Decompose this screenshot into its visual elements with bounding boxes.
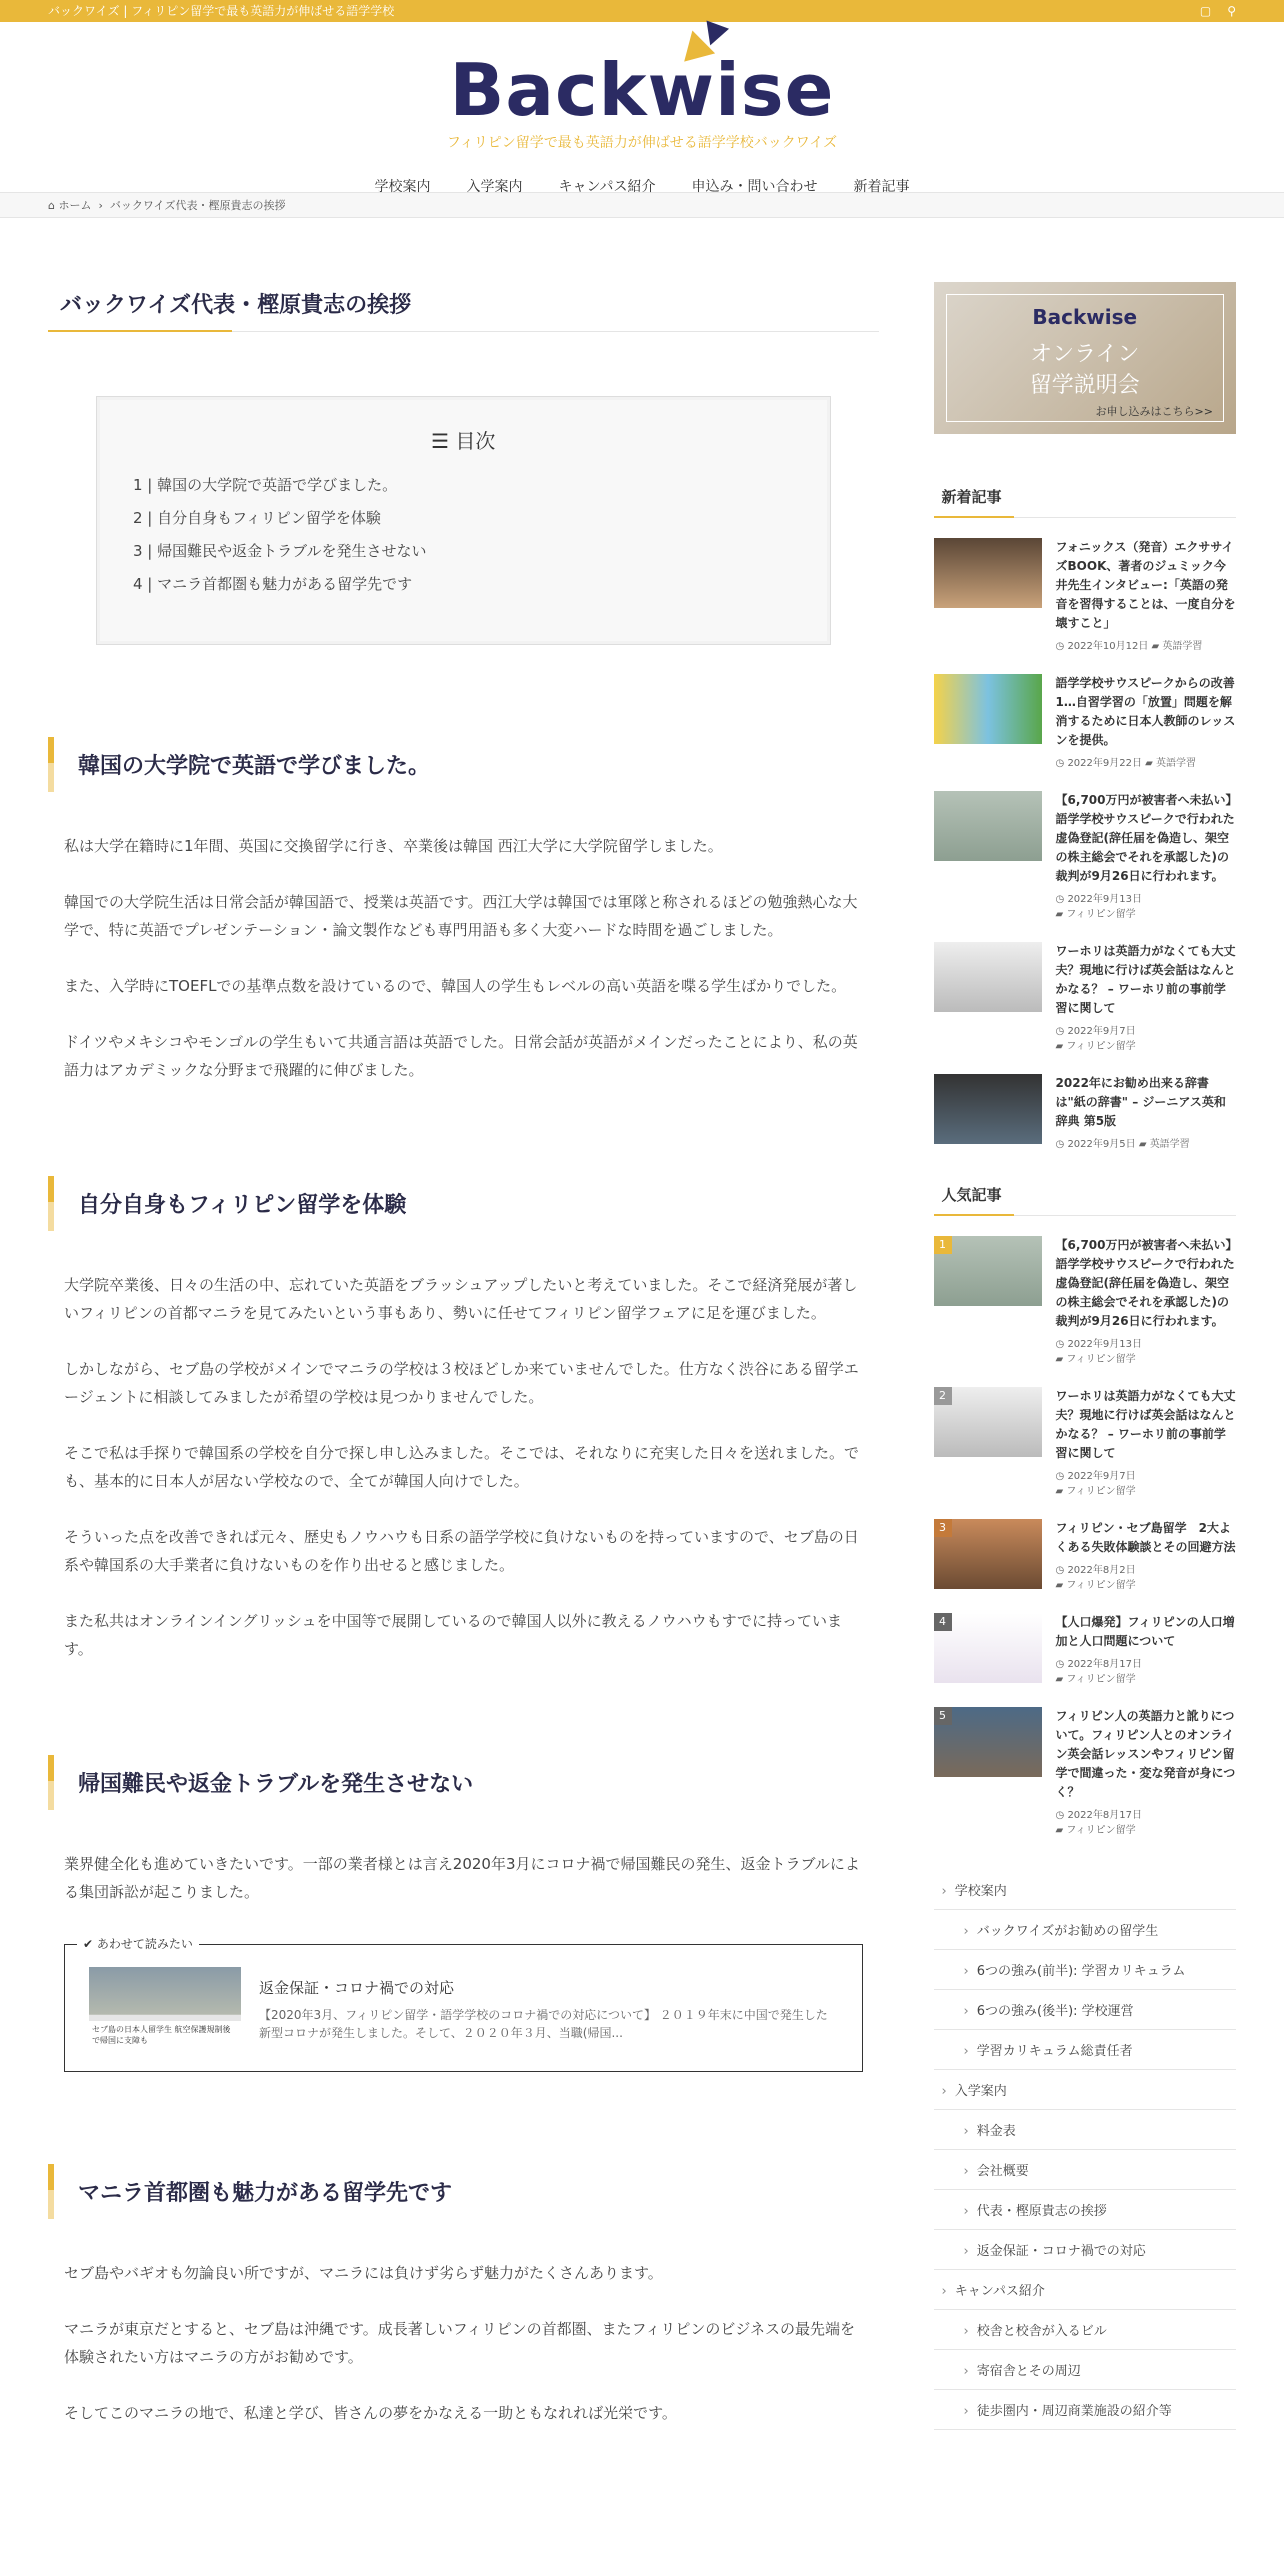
menu-label: 会社概要	[976, 2164, 1029, 2179]
nav-news[interactable]: 新着記事	[853, 179, 910, 195]
rank-badge: 5	[934, 1707, 952, 1725]
table-of-contents	[96, 396, 831, 645]
menu-subitem[interactable]	[934, 1910, 1236, 1950]
menu-label: 校舎と校舎が入るビル	[976, 2324, 1107, 2339]
rank-badge: 1	[934, 1236, 952, 1254]
menu-item[interactable]	[934, 2070, 1236, 2110]
chevron-right-icon: ›	[963, 2204, 969, 2219]
rss-icon[interactable]: ▢	[1199, 4, 1212, 18]
menu-label: 料金表	[976, 2124, 1016, 2139]
sidebar-menu	[934, 1870, 1236, 2430]
menu-subitem[interactable]	[934, 1990, 1236, 2030]
clock-icon: ◷	[1055, 758, 1068, 769]
site-tagline: フィリピン留学で最も英語力が伸ばせる語学学校バックワイズ	[446, 135, 838, 151]
post-item[interactable]	[934, 1387, 1236, 1497]
post-date: 2022年10月12日	[1067, 641, 1149, 652]
chevron-right-icon: ›	[963, 2244, 969, 2259]
menu-subitem[interactable]	[934, 2390, 1236, 2430]
nav-campus[interactable]: キャンパス紹介	[558, 179, 656, 195]
toc-item[interactable]: 2 | 自分自身もフィリピン留学を体験	[133, 509, 381, 527]
post-category[interactable]: フィリピン留学	[1066, 1041, 1136, 1052]
home-icon: ⌂	[48, 199, 55, 212]
paragraph: そういった点を改善できれば元々、歴史もノウハウも日系の語学学校に負けないものを持っていますので、セブ島の日系や韓国系の大手業者に負けないものを作り出せると感じました。	[64, 1528, 859, 1574]
post-category[interactable]: フィリピン留学	[1066, 1354, 1136, 1365]
paragraph: 大学院卒業後、日々の生活の中、忘れていた英語をブラッシュアップしたいと考えていました。そこで経済発展が著しいフィリピンの首都マニラを見てみたいという事もあり、勢いに任せてフィリピン留学フェアに足を運びました。	[64, 1276, 858, 1322]
section-heading: 自分自身もフィリピン留学を体験	[48, 1176, 879, 1231]
post-category[interactable]: 英語学習	[1149, 1139, 1190, 1150]
breadcrumb-current: バックワイズ代表・樫原貴志の挨拶	[109, 199, 286, 212]
paragraph: 業界健全化も進めていきたいです。一部の業者様とは言え2020年3月にコロナ禍で帰国難民の発生、返金トラブルによる集団訴訟が起こりました。	[64, 1855, 860, 1901]
chevron-right-icon: ›	[941, 1884, 947, 1899]
new-posts-list	[934, 538, 1236, 1150]
popular-posts-list	[934, 1236, 1236, 1836]
menu-subitem[interactable]	[934, 2150, 1236, 2190]
menu-label: 徒歩圏内・周辺商業施設の紹介等	[976, 2404, 1172, 2419]
post-item[interactable]	[934, 1519, 1236, 1591]
menu-item[interactable]	[934, 2270, 1236, 2310]
menu-label: 6つの強み(後半): 学校運営	[976, 2004, 1134, 2019]
post-item[interactable]	[934, 791, 1236, 920]
site-header	[0, 22, 1284, 195]
post-category[interactable]: フィリピン留学	[1066, 1580, 1136, 1591]
clock-icon: ◷	[1055, 1659, 1068, 1670]
list-icon: ☰	[431, 429, 456, 453]
menu-label: 返金保証・コロナ禍での対応	[976, 2244, 1146, 2259]
paragraph: ドイツやメキシコやモンゴルの学生もいて共通言語は英語でした。日常会話が英語がメインだったことにより、私の英語力はアカデミックな分野まで飛躍的に伸びました。	[64, 1033, 858, 1079]
post-thumbnail[interactable]	[934, 1236, 1042, 1306]
menu-subitem[interactable]	[934, 2110, 1236, 2150]
post-item[interactable]	[934, 674, 1236, 769]
menu-label: 学習カリキュラム総責任者	[976, 2044, 1133, 2059]
folder-icon: ▰	[1055, 909, 1067, 920]
banner-cta[interactable]: お申し込みはこちら>>	[1095, 405, 1213, 418]
toc-item[interactable]: 3 | 帰国難民や返金トラブルを発生させない	[133, 542, 427, 560]
menu-subitem[interactable]	[934, 2190, 1236, 2230]
menu-label: 6つの強み(前半): 学習カリキュラム	[976, 1964, 1186, 1979]
post-category[interactable]: フィリピン留学	[1066, 1674, 1136, 1685]
rank-badge: 3	[934, 1519, 952, 1537]
breadcrumb-home[interactable]: ホーム	[58, 199, 92, 212]
site-description: バックワイズ | フィリピン留学で最も英語力が伸ばせる語学学校	[48, 4, 395, 18]
menu-subitem[interactable]	[934, 2230, 1236, 2270]
chevron-right-icon: ›	[963, 2004, 969, 2019]
site-logo[interactable]	[450, 50, 835, 130]
page-title: バックワイズ代表・樫原貴志の挨拶	[48, 282, 879, 332]
post-thumbnail[interactable]	[934, 674, 1042, 744]
post-item[interactable]	[934, 1074, 1236, 1150]
main-content	[48, 282, 879, 2430]
post-title[interactable]: 【6,700万円が被害者へ未払い】語学学校サウスピークで行われた虚偽登記(辞任届を偽造し、架空の株主総会でそれを承認した)の裁判が9月26日に行われます。	[1055, 1238, 1235, 1328]
menu-subitem[interactable]	[934, 2030, 1236, 2070]
toc-item[interactable]: 4 | マニラ首都圏も魅力がある留学先です	[133, 575, 413, 593]
paragraph: また私共はオンラインイングリッシュを中国等で展開しているので韓国人以外に教えるノウハウもすでに持っています。	[64, 1612, 843, 1658]
post-date: 2022年9月7日	[1067, 1471, 1136, 1482]
post-date: 2022年8月17日	[1067, 1659, 1142, 1670]
chevron-right-icon: ›	[941, 2284, 947, 2299]
paragraph: しかしながら、セブ島の学校がメインでマニラの学校は３校ほどしか来ていませんでした。仕方なく渋谷にある留学エージェントに相談してみましたが希望の学校は見つかりませんでした。	[64, 1360, 859, 1406]
paragraph: セブ島やバギオも勿論良い所ですが、マニラには負けず劣らず魅力がたくさんあります。	[64, 2264, 663, 2282]
nav-admission[interactable]: 入学案内	[466, 179, 523, 195]
banner-logo: Backwise	[1032, 305, 1138, 329]
logo-text: Backwise	[449, 48, 835, 132]
post-date: 2022年8月2日	[1067, 1565, 1136, 1576]
online-seminar-banner[interactable]	[934, 282, 1236, 434]
clock-icon: ◷	[1055, 1810, 1068, 1821]
post-title[interactable]: フィリピン・セブ島留学 2大よくある失敗体験談とその回避方法	[1055, 1521, 1236, 1554]
nav-contact[interactable]: 申込み・問い合わせ	[691, 179, 818, 195]
post-category[interactable]: 英語学習	[1162, 641, 1203, 652]
post-title[interactable]: 【人口爆発】フィリピンの人口増加と人口問題について	[1055, 1615, 1235, 1648]
post-title[interactable]: フォニックス（発音）エクササイズBOOK、著者のジュミック今井先生インタビュー:「英語の発音を習得することは、一度自分を壊すこと」	[1055, 540, 1236, 630]
chevron-right-icon: ›	[963, 1964, 969, 1979]
menu-item[interactable]	[934, 1870, 1236, 1910]
clock-icon: ◷	[1055, 1139, 1068, 1150]
toc-title: 目次	[455, 429, 496, 453]
search-icon[interactable]: ⚲	[1227, 4, 1236, 18]
thumbnail-caption: セブ島の日本人留学生 航空保護規制後で帰国に支障も	[89, 2021, 241, 2053]
post-title[interactable]: フィリピン人の英語力と訛りについて。フィリピン人とのオンライン英会話レッスンやフィリピン留学で間違った・変な発音が身につく？	[1055, 1709, 1236, 1799]
post-date: 2022年9月13日	[1067, 894, 1142, 905]
post-item[interactable]	[934, 1236, 1236, 1365]
related-article-card[interactable]	[64, 1937, 863, 2072]
post-thumbnail[interactable]	[934, 1707, 1042, 1777]
paragraph: そしてこのマニラの地で、私達と学び、皆さんの夢をかなえる一助ともなれれば光栄です。	[64, 2404, 677, 2422]
popular-posts-heading: 人気記事	[934, 1184, 1236, 1216]
post-category[interactable]: 英語学習	[1156, 758, 1197, 769]
related-tag: あわせて読みたい	[96, 1937, 193, 1951]
section-heading: マニラ首都圏も魅力がある留学先です	[48, 2164, 879, 2219]
menu-label: 入学案内	[954, 2084, 1007, 2099]
banner-line2: 留学説明会	[1029, 373, 1140, 398]
nav-school[interactable]: 学校案内	[374, 179, 431, 195]
rank-badge: 4	[934, 1613, 952, 1631]
paragraph: 私は大学在籍時に1年間、英国に交換留学に行き、卒業後は韓国 西江大学に大学院留学しました。	[64, 837, 723, 855]
folder-icon: ▰	[1055, 1580, 1067, 1591]
section-heading: 帰国難民や返金トラブルを発生させない	[48, 1755, 879, 1810]
section-heading: 韓国の大学院で英語で学びました。	[48, 737, 879, 792]
folder-icon: ▰	[1055, 1825, 1067, 1836]
post-thumbnail[interactable]	[934, 1387, 1042, 1457]
post-thumbnail[interactable]	[934, 1074, 1042, 1144]
chevron-right-icon: ›	[963, 2164, 969, 2179]
post-category[interactable]: フィリピン留学	[1066, 1825, 1136, 1836]
related-excerpt: 【2020年3月、フィリピン留学・語学学校のコロナ禍での対応について】 ２０１９年末に中国で発生した新型コロナが発生しました。そして、２０２０年３月、当職(帰国...	[259, 2008, 828, 2040]
post-thumbnail[interactable]	[934, 791, 1042, 861]
folder-icon: ▰	[1055, 1674, 1067, 1685]
menu-subitem[interactable]	[934, 2310, 1236, 2350]
menu-label: 寄宿舎とその周辺	[976, 2364, 1081, 2379]
post-item[interactable]	[934, 538, 1236, 652]
post-thumbnail[interactable]	[934, 538, 1042, 608]
post-category[interactable]: フィリピン留学	[1066, 1486, 1136, 1497]
post-date: 2022年9月5日	[1067, 1139, 1136, 1150]
post-item[interactable]	[934, 1707, 1236, 1836]
chevron-right-icon: ›	[963, 2124, 969, 2139]
rank-badge: 2	[934, 1387, 952, 1405]
menu-label: 学校案内	[954, 1884, 1007, 1899]
toc-item[interactable]: 1 | 韓国の大学院で英語で学びました。	[133, 476, 398, 494]
related-title[interactable]: 返金保証・コロナ禍での対応	[259, 1979, 455, 1997]
post-thumbnail[interactable]	[934, 1519, 1042, 1589]
menu-label: キャンパス紹介	[954, 2284, 1045, 2299]
chevron-right-icon: ›	[963, 2364, 969, 2379]
folder-icon: ▰	[1151, 641, 1163, 652]
clock-icon: ◷	[1055, 894, 1068, 905]
menu-label: 代表・樫原貴志の挨拶	[976, 2204, 1107, 2219]
post-title[interactable]: ワーホリは英語力がなくても大丈夫？現地に行けば英会話はなんとかなる？ – ワーホリ前の事前学習に関して	[1055, 1389, 1236, 1460]
post-item[interactable]	[934, 942, 1236, 1052]
post-title[interactable]: 【6,700万円が被害者へ未払い】語学学校サウスピークで行われた虚偽登記(辞任届を偽造し、架空の株主総会でそれを承認した)の裁判が9月26日に行われます。	[1055, 793, 1235, 883]
menu-label: バックワイズがお勧めの留学生	[976, 1924, 1159, 1939]
post-title[interactable]: 2022年にお勧め出来る辞書は"紙の辞書" – ジーニアス英和辞典 第5版	[1055, 1076, 1226, 1128]
post-thumbnail[interactable]	[934, 942, 1042, 1012]
clock-icon: ◷	[1055, 641, 1068, 652]
paragraph: そこで私は手探りで韓国系の学校を自分で探し申し込みました。そこでは、それなりに充実した日々を送れました。でも、基本的に日本人が居ない学校なので、全てが韓国人向けでした。	[64, 1444, 860, 1490]
paragraph: 韓国での大学院生活は日常会話が韓国語で、授業は英語です。西江大学は韓国では軍隊と称されるほどの勉強熱心な大学で、特に英語でプレゼンテーション・論文製作なども専門用語も多く大変ハードな時間を過ごしました。	[64, 893, 858, 939]
chevron-right-icon: ›	[94, 199, 107, 212]
chevron-right-icon: ›	[963, 1924, 969, 1939]
paragraph: また、入学時にTOEFLでの基準点数を設けているので、韓国人の学生もレベルの高い英語を喋る学生ばかりでした。	[64, 977, 847, 995]
related-thumbnail[interactable]	[89, 1967, 241, 2053]
check-icon: ✔	[83, 1937, 97, 1951]
clock-icon: ◷	[1055, 1026, 1068, 1037]
clock-icon: ◷	[1055, 1565, 1068, 1576]
folder-icon: ▰	[1138, 1139, 1150, 1150]
post-title[interactable]: 語学学校サウスピークからの改善1…自習学習の「放置」問題を解消するために日本人教師のレッスンを提供。	[1055, 676, 1236, 747]
folder-icon: ▰	[1145, 758, 1157, 769]
sidebar	[934, 282, 1236, 2430]
post-item[interactable]	[934, 1613, 1236, 1685]
folder-icon: ▰	[1055, 1041, 1067, 1052]
chevron-right-icon: ›	[963, 2404, 969, 2419]
post-date: 2022年9月7日	[1067, 1026, 1136, 1037]
menu-subitem[interactable]	[934, 1950, 1236, 1990]
chevron-right-icon: ›	[941, 2084, 947, 2099]
post-date: 2022年9月13日	[1067, 1339, 1142, 1350]
post-title[interactable]: ワーホリは英語力がなくても大丈夫？現地に行けば英会話はなんとかなる？ – ワーホリ前の事前学習に関して	[1055, 944, 1236, 1015]
new-posts-heading: 新着記事	[934, 486, 1236, 518]
clock-icon: ◷	[1055, 1471, 1068, 1482]
folder-icon: ▰	[1055, 1354, 1067, 1365]
top-bar	[0, 0, 1284, 22]
menu-subitem[interactable]	[934, 2350, 1236, 2390]
folder-icon: ▰	[1055, 1486, 1067, 1497]
post-date: 2022年8月17日	[1067, 1810, 1142, 1821]
paragraph: マニラが東京だとすると、セブ島は沖縄です。成長著しいフィリピンの首都圏、またフィリピンのビジネスの最先端を体験されたい方はマニラの方がお勧めです。	[64, 2320, 855, 2366]
post-date: 2022年9月22日	[1067, 758, 1142, 769]
banner-line1: オンライン	[1030, 342, 1140, 367]
post-category[interactable]: フィリピン留学	[1066, 909, 1136, 920]
clock-icon: ◷	[1055, 1339, 1068, 1350]
post-thumbnail[interactable]	[934, 1613, 1042, 1683]
chevron-right-icon: ›	[963, 2324, 969, 2339]
chevron-right-icon: ›	[963, 2044, 969, 2059]
